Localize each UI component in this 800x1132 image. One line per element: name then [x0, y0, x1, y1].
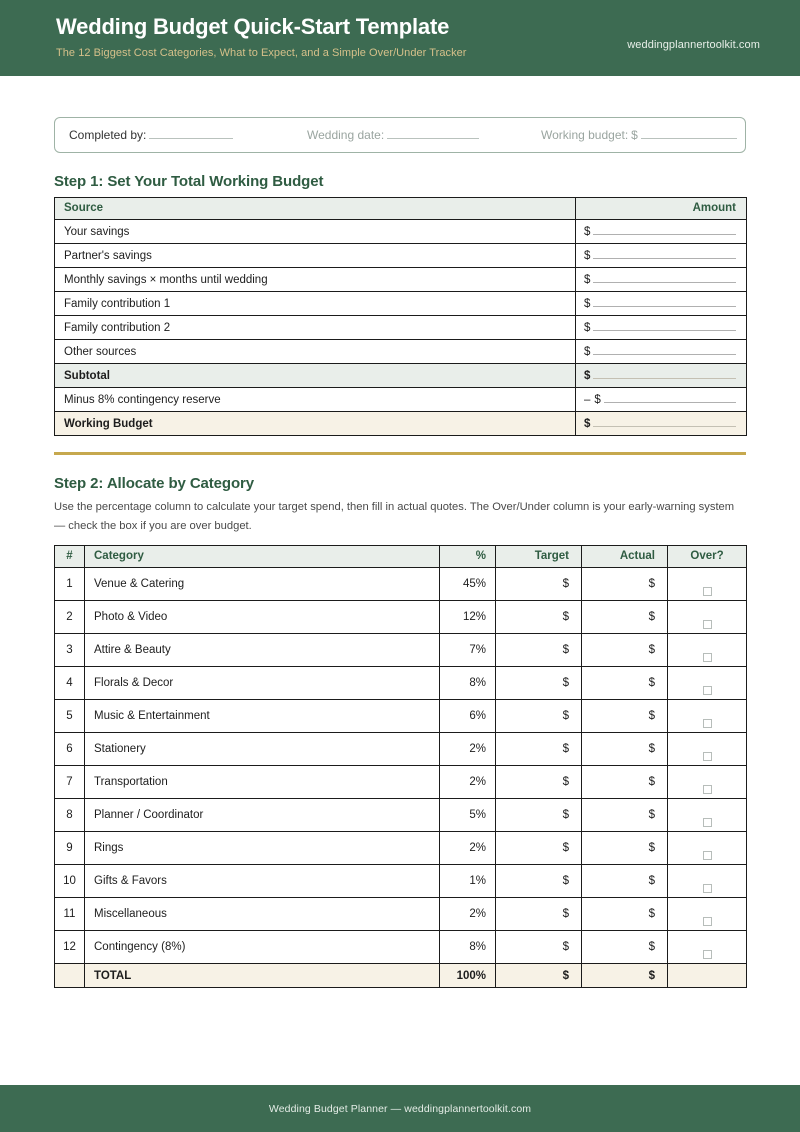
budget-source-amount-cell[interactable]: [576, 364, 747, 388]
category-actual-cell[interactable]: $: [582, 865, 668, 898]
column-header-percent: %: [440, 546, 496, 568]
category-row: [55, 634, 747, 667]
category-row: [55, 601, 747, 634]
category-row: [55, 931, 747, 964]
budget-source-row: [55, 268, 747, 292]
column-header-number: #: [55, 546, 85, 568]
category-number: 11: [55, 898, 85, 931]
amount-input-rule[interactable]: [593, 297, 736, 307]
category-row: [55, 667, 747, 700]
category-over-cell[interactable]: [668, 865, 747, 898]
budget-source-row: [55, 244, 747, 268]
wedding-date-label: Wedding date:: [307, 128, 385, 142]
total-percent: 100%: [440, 964, 496, 988]
budget-source-amount-cell[interactable]: [576, 316, 747, 340]
category-over-cell[interactable]: [668, 832, 747, 865]
category-percent: 12%: [440, 601, 496, 634]
category-name: Florals & Decor: [85, 667, 440, 700]
category-table-header-row: [55, 546, 747, 568]
budget-source-row: [55, 220, 747, 244]
currency-symbol: $: [584, 370, 591, 382]
worksheet-meta-bar: [54, 117, 746, 153]
amount-input-rule[interactable]: [593, 345, 736, 355]
section-divider: [54, 452, 746, 455]
category-over-cell[interactable]: [668, 667, 747, 700]
total-number: [55, 964, 85, 988]
currency-symbol: $: [584, 322, 591, 334]
amount-input-rule[interactable]: [593, 417, 736, 427]
page-title: Wedding Budget Quick-Start Template: [56, 14, 450, 39]
over-budget-checkbox[interactable]: [703, 587, 712, 596]
category-target-cell[interactable]: $: [496, 601, 582, 634]
budget-source-label: Family contribution 1: [55, 292, 576, 316]
category-percent: 2%: [440, 898, 496, 931]
total-target-cell: $: [496, 964, 582, 988]
category-percent: 45%: [440, 568, 496, 601]
category-number: 8: [55, 799, 85, 832]
budget-source-label: Family contribution 2: [55, 316, 576, 340]
category-actual-cell[interactable]: $: [582, 766, 668, 799]
column-header-over: Over?: [668, 546, 747, 568]
category-name: Transportation: [85, 766, 440, 799]
category-number: 12: [55, 931, 85, 964]
amount-input-rule[interactable]: [604, 393, 736, 403]
category-target-cell[interactable]: $: [496, 568, 582, 601]
over-budget-checkbox[interactable]: [703, 752, 712, 761]
category-number: 1: [55, 568, 85, 601]
category-target-cell[interactable]: $: [496, 766, 582, 799]
currency-symbol: $: [584, 226, 591, 238]
budget-sources-table: [54, 197, 747, 436]
category-target-cell[interactable]: $: [496, 667, 582, 700]
budget-source-label: Subtotal: [55, 364, 576, 388]
category-actual-cell[interactable]: $: [582, 667, 668, 700]
category-over-cell[interactable]: [668, 733, 747, 766]
completed-by-field[interactable]: [69, 128, 233, 142]
column-header-category: Category: [85, 546, 440, 568]
budget-source-amount-cell[interactable]: [576, 292, 747, 316]
budget-source-amount-cell[interactable]: [576, 388, 747, 412]
category-number: 10: [55, 865, 85, 898]
budget-source-row: [55, 316, 747, 340]
category-name: Venue & Catering: [85, 568, 440, 601]
category-row: [55, 832, 747, 865]
category-percent: 6%: [440, 700, 496, 733]
budget-source-label: Partner's savings: [55, 244, 576, 268]
budget-source-label: Your savings: [55, 220, 576, 244]
category-name: Stationery: [85, 733, 440, 766]
category-number: 3: [55, 634, 85, 667]
budget-source-amount-cell[interactable]: [576, 412, 747, 436]
working-budget-field[interactable]: [541, 128, 737, 142]
category-percent: 2%: [440, 832, 496, 865]
category-row: [55, 799, 747, 832]
step1-heading: Step 1: Set Your Total Working Budget: [54, 173, 324, 190]
total-over-cell: [668, 964, 747, 988]
category-percent: 2%: [440, 766, 496, 799]
category-allocation-table: [54, 545, 747, 988]
category-target-cell[interactable]: $: [496, 799, 582, 832]
budget-source-amount-cell[interactable]: [576, 340, 747, 364]
category-percent: 1%: [440, 865, 496, 898]
category-row: [55, 766, 747, 799]
amount-input-rule[interactable]: [593, 249, 736, 259]
category-actual-cell[interactable]: $: [582, 568, 668, 601]
category-total-row: [55, 964, 747, 988]
category-over-cell[interactable]: [668, 601, 747, 634]
category-actual-cell[interactable]: $: [582, 898, 668, 931]
wedding-date-field[interactable]: [307, 128, 479, 142]
budget-source-amount-cell[interactable]: [576, 220, 747, 244]
category-name: Gifts & Favors: [85, 865, 440, 898]
over-budget-checkbox[interactable]: [703, 785, 712, 794]
over-budget-checkbox[interactable]: [703, 818, 712, 827]
page-content: [0, 117, 800, 988]
category-percent: 7%: [440, 634, 496, 667]
category-actual-cell[interactable]: $: [582, 832, 668, 865]
wedding-date-input-rule[interactable]: [387, 130, 479, 139]
currency-symbol: $: [584, 250, 591, 262]
footer-text: Wedding Budget Planner — weddingplannertoolkit.com: [268, 1102, 532, 1115]
column-header-amount: Amount: [576, 198, 747, 220]
working-budget-input-rule[interactable]: [641, 130, 737, 139]
category-name: Rings: [85, 832, 440, 865]
currency-symbol: $: [584, 298, 591, 310]
category-over-cell[interactable]: [668, 898, 747, 931]
category-percent: 8%: [440, 667, 496, 700]
category-target-cell[interactable]: $: [496, 733, 582, 766]
category-number: 2: [55, 601, 85, 634]
category-number: 7: [55, 766, 85, 799]
amount-input-rule[interactable]: [593, 273, 736, 283]
minus-sign: –: [584, 394, 591, 406]
over-budget-checkbox[interactable]: [703, 917, 712, 926]
category-actual-cell[interactable]: $: [582, 733, 668, 766]
over-budget-checkbox[interactable]: [703, 620, 712, 629]
completed-by-label: Completed by:: [69, 128, 147, 142]
page-header: [0, 0, 800, 76]
column-header-source: Source: [55, 198, 576, 220]
over-budget-checkbox[interactable]: [703, 851, 712, 860]
header-site-url: weddingplannertoolkit.com: [627, 39, 760, 51]
over-budget-checkbox[interactable]: [703, 653, 712, 662]
completed-by-input-rule[interactable]: [149, 130, 233, 139]
category-over-cell[interactable]: [668, 634, 747, 667]
category-name: Miscellaneous: [85, 898, 440, 931]
category-row: [55, 865, 747, 898]
category-number: 9: [55, 832, 85, 865]
category-actual-cell[interactable]: $: [582, 634, 668, 667]
budget-sources-header-row: [55, 198, 747, 220]
budget-source-amount-cell[interactable]: [576, 268, 747, 292]
category-name: Music & Entertainment: [85, 700, 440, 733]
category-name: Attire & Beauty: [85, 634, 440, 667]
working-budget-currency-symbol: $: [631, 128, 638, 142]
budget-source-label: Working Budget: [55, 412, 576, 436]
currency-symbol: $: [594, 394, 601, 406]
category-over-cell[interactable]: [668, 700, 747, 733]
budget-source-row: [55, 340, 747, 364]
category-target-cell[interactable]: $: [496, 865, 582, 898]
category-over-cell[interactable]: [668, 766, 747, 799]
category-number: 5: [55, 700, 85, 733]
over-budget-checkbox[interactable]: [703, 884, 712, 893]
amount-input-rule[interactable]: [593, 369, 736, 379]
currency-symbol: $: [584, 274, 591, 286]
over-budget-checkbox[interactable]: [703, 719, 712, 728]
currency-symbol: $: [584, 346, 591, 358]
budget-source-amount-cell[interactable]: [576, 244, 747, 268]
category-actual-cell[interactable]: $: [582, 931, 668, 964]
category-number: 6: [55, 733, 85, 766]
amount-input-rule[interactable]: [593, 225, 736, 235]
category-actual-cell[interactable]: $: [582, 601, 668, 634]
page-footer: [0, 1085, 800, 1132]
working-budget-label: Working budget:: [541, 128, 629, 142]
page-subtitle: The 12 Biggest Cost Categories, What to Expect, and a Simple Over/Under Tracker: [56, 47, 467, 59]
category-percent: 8%: [440, 931, 496, 964]
category-name: Photo & Video: [85, 601, 440, 634]
over-budget-checkbox[interactable]: [703, 950, 712, 959]
category-target-cell[interactable]: $: [496, 931, 582, 964]
budget-source-label: Minus 8% contingency reserve: [55, 388, 576, 412]
category-row: [55, 898, 747, 931]
category-over-cell[interactable]: [668, 568, 747, 601]
column-header-target: Target: [496, 546, 582, 568]
category-target-cell[interactable]: $: [496, 832, 582, 865]
category-row: [55, 700, 747, 733]
category-row: [55, 733, 747, 766]
category-target-cell[interactable]: $: [496, 700, 582, 733]
budget-source-label: Monthly savings × months until wedding: [55, 268, 576, 292]
over-budget-checkbox[interactable]: [703, 686, 712, 695]
category-row: [55, 568, 747, 601]
category-target-cell[interactable]: $: [496, 898, 582, 931]
category-over-cell[interactable]: [668, 799, 747, 832]
currency-symbol: $: [584, 418, 591, 430]
category-actual-cell[interactable]: $: [582, 799, 668, 832]
budget-source-row: [55, 412, 747, 436]
budget-source-label: Other sources: [55, 340, 576, 364]
step2-heading: Step 2: Allocate by Category: [54, 475, 255, 492]
budget-source-row: [55, 364, 747, 388]
amount-input-rule[interactable]: [593, 321, 736, 331]
total-label: TOTAL: [85, 964, 440, 988]
budget-source-row: [55, 388, 747, 412]
category-percent: 2%: [440, 733, 496, 766]
category-over-cell[interactable]: [668, 931, 747, 964]
category-name: Contingency (8%): [85, 931, 440, 964]
column-header-actual: Actual: [582, 546, 668, 568]
category-name: Planner / Coordinator: [85, 799, 440, 832]
category-target-cell[interactable]: $: [496, 634, 582, 667]
total-actual-cell: $: [582, 964, 668, 988]
budget-source-row: [55, 292, 747, 316]
category-percent: 5%: [440, 799, 496, 832]
category-actual-cell[interactable]: $: [582, 700, 668, 733]
category-number: 4: [55, 667, 85, 700]
step2-description: Use the percentage column to calculate your target spend, then fill in actual quotes. The Over/Under column is your early-warning system — check the box if you are over budget.: [54, 501, 735, 532]
